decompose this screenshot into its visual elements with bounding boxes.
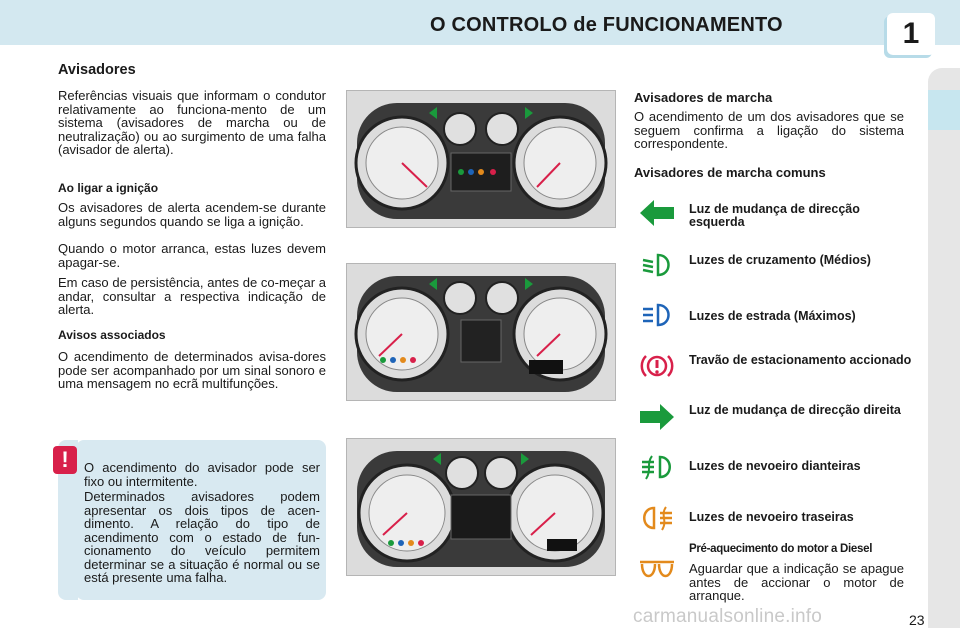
chapter-number: 1	[902, 17, 920, 50]
ignition-heading: Ao ligar a ignição	[58, 181, 159, 195]
ignition-paragraph-2: Quando o motor arranca, estas luzes devem apagar-se.	[58, 241, 326, 270]
indicator-label-front-fog: Luzes de nevoeiro dianteiras	[689, 459, 861, 473]
left-turn-arrow-icon	[638, 198, 676, 228]
rear-fog-icon	[638, 503, 676, 533]
parking-brake-icon	[638, 351, 676, 381]
page-title: O CONTROLO de FUNCIONAMENTO	[430, 14, 783, 36]
indicator-label-main-beam: Luzes de estrada (Máximos)	[689, 309, 856, 323]
instrument-cluster-image-3	[346, 438, 616, 576]
associated-heading: Avisos associados	[58, 328, 166, 342]
note-paragraph-2: Determinados avisadores podem apresentar os dois tipos de acen-dimento. A relação do tipo de acendimento com o estado de fun-cionamento do veículo permitem determinar se a situação é normal ou se está presente uma falha.	[84, 489, 320, 585]
running-lights-heading: Avisadores de marcha	[634, 90, 773, 105]
side-index-marker	[928, 90, 960, 130]
side-index-bar	[928, 68, 960, 628]
main-beam-icon	[638, 300, 676, 330]
instrument-cluster-image-2	[346, 263, 616, 401]
right-turn-arrow-icon	[638, 402, 676, 432]
indicator-label-left-turn: Luz de mudança de direcção esquerda	[689, 202, 860, 229]
preheat-paragraph: Aguardar que a indicação se apague antes de accionar o motor de arranque.	[689, 561, 904, 603]
glow-plug-icon	[638, 556, 676, 586]
instrument-cluster-image-1	[346, 90, 616, 228]
page-number: 23	[909, 612, 925, 628]
indicator-label-rear-fog: Luzes de nevoeiro traseiras	[689, 510, 854, 524]
exclamation-warning-icon: !	[53, 446, 77, 474]
intro-paragraph: Referências visuais que informam o condutor relativamente ao funciona-mento de um sistema (avisadores de marcha ou de neutralização) ou ao surgimento de uma falha (avisador de alerta).	[58, 88, 326, 157]
indicator-label-dipped-beam: Luzes de cruzamento (Médios)	[689, 253, 871, 267]
ignition-paragraph-3: Em caso de persistência, antes de co-meçar a andar, consultar a respectiva indicação de alerta.	[58, 275, 326, 317]
section-title: Avisadores	[58, 62, 136, 78]
associated-paragraph: O acendimento de determinados avisa-dores pode ser acompanhado por um sinal sonoro e uma mensagem no ecrã multifunções.	[58, 349, 326, 391]
running-lights-paragraph: O acendimento de um dos avisadores que se seguem confirma a ligação do sistema correspondente.	[634, 109, 904, 151]
indicator-label-right-turn: Luz de mudança de direcção direita	[689, 403, 901, 417]
watermark: carmanualsonline.info	[633, 606, 823, 627]
common-lights-heading: Avisadores de marcha comuns	[634, 165, 826, 180]
front-fog-icon	[638, 452, 676, 482]
dipped-beam-icon	[638, 250, 676, 280]
ignition-paragraph-1: Os avisadores de alerta acendem-se durante alguns segundos quando se liga a ignição.	[58, 200, 326, 229]
indicator-label-parking-brake: Travão de estacionamento accionado	[689, 353, 912, 367]
preheat-heading: Pré-aquecimento do motor a Diesel	[689, 543, 873, 555]
note-paragraph-1: O acendimento do avisador pode ser fixo ou intermitente.	[84, 460, 320, 489]
